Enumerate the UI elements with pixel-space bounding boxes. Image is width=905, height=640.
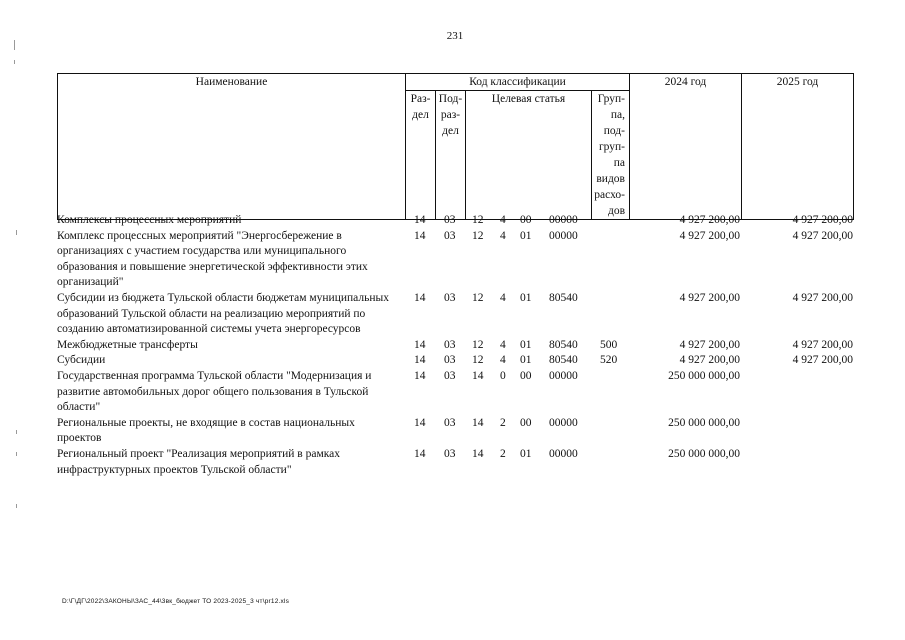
- row-ts-program: 12: [472, 338, 484, 351]
- row-razdel: 14: [414, 291, 426, 304]
- table-row: [57, 213, 857, 229]
- table-row: [57, 353, 857, 369]
- row-ts-direction: 00000: [549, 447, 578, 460]
- row-amount-2024: 4 927 200,00: [679, 229, 740, 242]
- row-ts-type: 4: [500, 229, 506, 242]
- row-name: Региональные проекты, не входящие в состав национальных проектов: [57, 416, 355, 445]
- margin-mark: [16, 504, 17, 508]
- row-podrazdel: 03: [444, 229, 456, 242]
- row-razdel: 14: [414, 229, 426, 242]
- row-podrazdel: 03: [444, 447, 456, 460]
- column-header-razdel: Раз- дел: [406, 91, 436, 220]
- row-razdel: 14: [414, 354, 426, 367]
- column-header-gruppa: Груп- па, под- груп- па видов расхо- дов: [592, 91, 630, 220]
- row-podrazdel: 03: [444, 338, 456, 351]
- row-podrazdel: 03: [444, 214, 456, 226]
- row-podrazdel: 03: [444, 369, 456, 382]
- table-row: [57, 291, 857, 338]
- row-name: Комплекс процессных мероприятий "Энергосбережение в организациях с участием государства или муниципального образования и повышение энергетической эффективности этих организаций": [57, 229, 368, 289]
- row-amount-2024: 4 927 200,00: [679, 354, 740, 367]
- row-razdel: 14: [414, 447, 426, 460]
- page-number: 231: [446, 30, 464, 42]
- row-amount-2025: 4 927 200,00: [792, 354, 853, 367]
- column-header-podrazdel: Под- раз- дел: [436, 91, 466, 220]
- column-header-classification: Код классификации: [406, 74, 630, 91]
- margin-mark: [16, 430, 17, 434]
- row-amount-2024: 4 927 200,00: [679, 338, 740, 351]
- table-row: [57, 369, 857, 416]
- row-ts-program: 12: [472, 291, 484, 304]
- row-ts-element: 00: [520, 214, 532, 226]
- row-ts-type: 4: [500, 338, 506, 351]
- row-podrazdel: 03: [444, 354, 456, 367]
- row-ts-direction: 00000: [549, 229, 578, 242]
- row-ts-program: 14: [472, 416, 484, 429]
- row-ts-type: 4: [500, 291, 506, 304]
- row-razdel: 14: [414, 214, 426, 226]
- row-ts-program: 14: [472, 447, 484, 460]
- header-table: [57, 73, 854, 220]
- row-ts-direction: 00000: [549, 416, 578, 429]
- row-ts-type: 4: [500, 354, 506, 367]
- row-ts-element: 01: [520, 447, 532, 460]
- row-name: Субсидии из бюджета Тульской области бюджетам муниципальных образований Тульской области на реализацию мероприятий по созданию автоматизированной системы учета энергоресурсов: [57, 291, 389, 336]
- row-ts-direction: 80540: [549, 354, 578, 367]
- column-header-2024: 2024 год: [630, 74, 742, 220]
- row-group: 500: [600, 338, 618, 351]
- row-name: Межбюджетные трансферты: [57, 338, 198, 351]
- table-row: [57, 338, 857, 354]
- row-amount-2025: 4 927 200,00: [792, 229, 853, 242]
- row-ts-program: 14: [472, 369, 484, 382]
- table-row: [57, 229, 857, 291]
- row-ts-program: 12: [472, 354, 484, 367]
- table-header: [57, 73, 853, 217]
- row-amount-2025: 4 927 200,00: [792, 291, 853, 304]
- column-header-celevaya-statya: Целевая статья: [466, 91, 592, 220]
- file-path-footer: D:\Г\ДГ\2022\ЗАКОНЫ\ЗАС_44\3вк_бюджет ТО 2023-2025_3 чт\pr12.xls: [62, 598, 290, 605]
- row-name: Субсидии: [57, 354, 106, 367]
- row-name: Региональный проект "Реализация мероприятий в рамках инфраструктурных проектов Тульской области": [57, 447, 341, 476]
- row-razdel: 14: [414, 369, 426, 382]
- table-row: [57, 416, 857, 447]
- row-ts-type: 4: [500, 214, 506, 226]
- row-amount-2024: 250 000 000,00: [668, 416, 740, 429]
- row-ts-element: 01: [520, 229, 532, 242]
- margin-mark: [14, 40, 15, 50]
- row-ts-direction: 80540: [549, 338, 578, 351]
- row-ts-element: 00: [520, 416, 532, 429]
- margin-mark: [14, 60, 15, 64]
- row-ts-element: 01: [520, 291, 532, 304]
- row-group: 520: [600, 354, 618, 367]
- row-ts-program: 12: [472, 214, 484, 226]
- row-razdel: 14: [414, 416, 426, 429]
- row-name: Комплексы процессных мероприятий: [57, 214, 242, 226]
- column-header-2025: 2025 год: [742, 74, 854, 220]
- row-podrazdel: 03: [444, 291, 456, 304]
- row-amount-2024: 250 000 000,00: [668, 369, 740, 382]
- row-ts-type: 2: [500, 416, 506, 429]
- row-ts-element: 01: [520, 354, 532, 367]
- row-ts-type: 2: [500, 447, 506, 460]
- row-ts-direction: 00000: [549, 214, 578, 226]
- row-razdel: 14: [414, 338, 426, 351]
- margin-mark: [16, 452, 17, 456]
- row-ts-element: 01: [520, 338, 532, 351]
- table-body: [57, 213, 857, 478]
- row-ts-direction: 80540: [549, 291, 578, 304]
- column-header-name: Наименование: [58, 74, 406, 220]
- row-ts-type: 0: [500, 369, 506, 382]
- margin-mark: [16, 230, 17, 235]
- row-amount-2024: 4 927 200,00: [679, 214, 740, 226]
- row-ts-program: 12: [472, 229, 484, 242]
- row-ts-element: 00: [520, 369, 532, 382]
- row-ts-direction: 00000: [549, 369, 578, 382]
- table-row: [57, 447, 857, 478]
- row-amount-2024: 4 927 200,00: [679, 291, 740, 304]
- row-amount-2025: 4 927 200,00: [792, 338, 853, 351]
- row-amount-2024: 250 000 000,00: [668, 447, 740, 460]
- row-amount-2025: 4 927 200,00: [792, 214, 853, 226]
- row-name: Государственная программа Тульской области "Модернизация и развитие автомобильных дорог общего пользования в Тульской области": [57, 369, 372, 414]
- row-podrazdel: 03: [444, 416, 456, 429]
